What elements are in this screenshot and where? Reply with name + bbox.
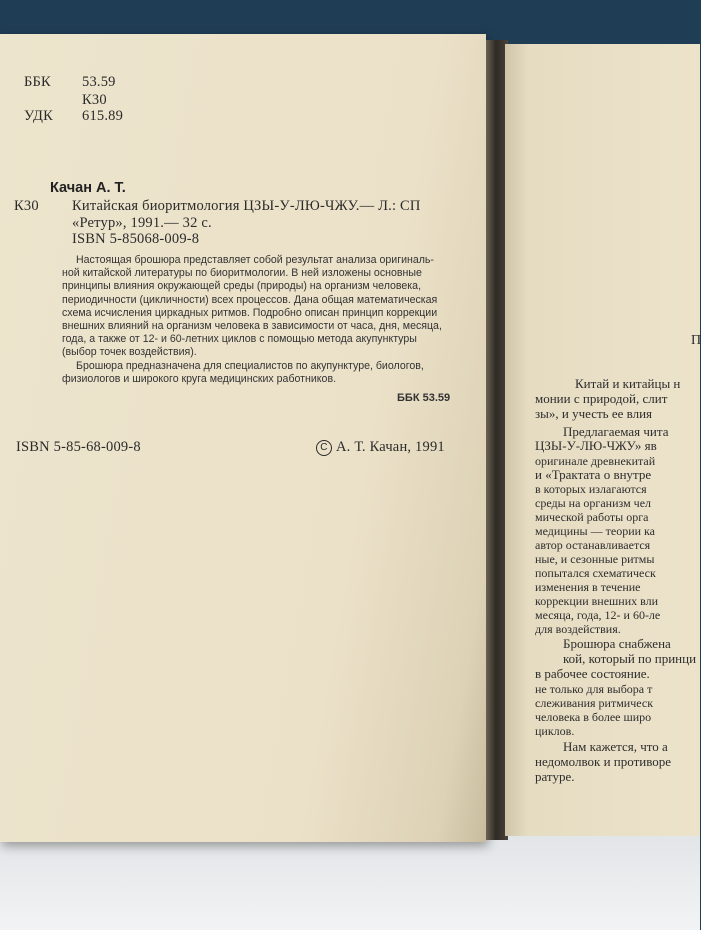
copyright-text: А. Т. Качан, 1991 [336,439,445,455]
bbk-bottom: ББК 53.59 [397,392,451,404]
right-page [505,44,700,836]
right-line: коррекции внешних вли [535,594,659,608]
isbn-bottom: ISBN 5-85-68-009-8 [16,439,141,455]
right-line: и «Трактата о внутре [535,467,652,482]
right-line: в которых излагаются [535,482,647,496]
right-line: Предлагаемая чита [563,424,669,439]
right-line: ЦЗЫ-У-ЛЮ-ЧЖУ» яв [535,438,657,453]
right-line: человека в более широ [535,710,652,724]
right-line: автор останавливается [535,538,651,552]
right-line: оригинале древнекитай [535,454,656,468]
right-line: недомолвок и противоре [535,754,672,769]
abstract-line: схема исчисления циркадных ритмов. Подробно описан принцип коррекции [62,306,438,319]
right-line: не только для выбора т [535,682,653,696]
author-name: Качан А. Т. [50,180,126,196]
title-line-2: «Ретур», 1991.— 32 с. [72,215,212,231]
right-line: слеживания ритмическ [535,696,654,710]
udk-label: УДК [24,108,53,124]
right-line: медицины — теории ка [535,524,656,538]
abstract-line: Брошюра предназначена для специалистов по акупунктуре, биологов, [76,359,424,372]
right-line: попытался схематическ [535,566,656,580]
right-line: месяца, года, 12- и 60-ле [535,608,661,622]
right-line: ратуре. [535,769,575,784]
right-line: в рабочее состояние. [535,666,650,681]
right-line: циклов. [535,724,575,738]
abstract-line: Настоящая брошюра представляет собой результат анализа оригиналь- [76,254,434,266]
right-line: мической работы орга [535,510,649,524]
right-line: монии с природой, слит [535,391,668,406]
abstract-line: периодичности (цикличности) всех процессов. Дана общая математическая [62,293,438,306]
bbk-label: ББК [24,74,51,90]
title-isbn: ISBN 5-85068-009-8 [72,231,200,247]
abstract-line: года, а также от 12- и 60-летних циклов с помощью метода акупунктуры [62,333,417,346]
right-line: изменения в течение [535,580,641,594]
right-line: ные, и сезонные ритмы [535,552,655,566]
right-line: кой, который по принци [563,651,697,666]
right-line: зы», и учесть ее влия [535,406,653,421]
right-line: для воздействия. [535,622,621,636]
right-line: Китай и китайцы н [575,376,681,391]
left-page [0,34,486,842]
bbk-value: 53.59 [82,74,116,90]
right-line: среды на организм чел [535,496,652,510]
right-line: Нам кажется, что а [563,739,668,754]
abstract-line: (выбор точек воздействия). [62,346,197,359]
title-line-1: Китайская биоритмология ЦЗЫ-У-ЛЮ-ЧЖУ.— Л.: СП [72,198,421,214]
abstract-line: физиологов и широкого круга медицинских работников. [62,372,337,385]
corner-letter: П [691,333,701,348]
right-line: Брошюра снабжена [563,636,671,651]
abstract-line: принципы влияния окружающей среды (природы) на организм человека, [62,280,422,293]
k30-index: К30 [82,92,107,108]
abstract-paragraph [62,254,467,386]
abstract-line: внешних влияний на организм человека в зависимости от часа, дня, месяца, [62,320,442,333]
k30-side-index: К30 [14,198,39,214]
copyright-line [316,439,445,456]
udk-value: 615.89 [82,108,124,124]
copyright-icon: C [316,440,332,456]
abstract-line: ной китайской литературы по биоритмологии. В ней изложены основные [62,267,422,280]
